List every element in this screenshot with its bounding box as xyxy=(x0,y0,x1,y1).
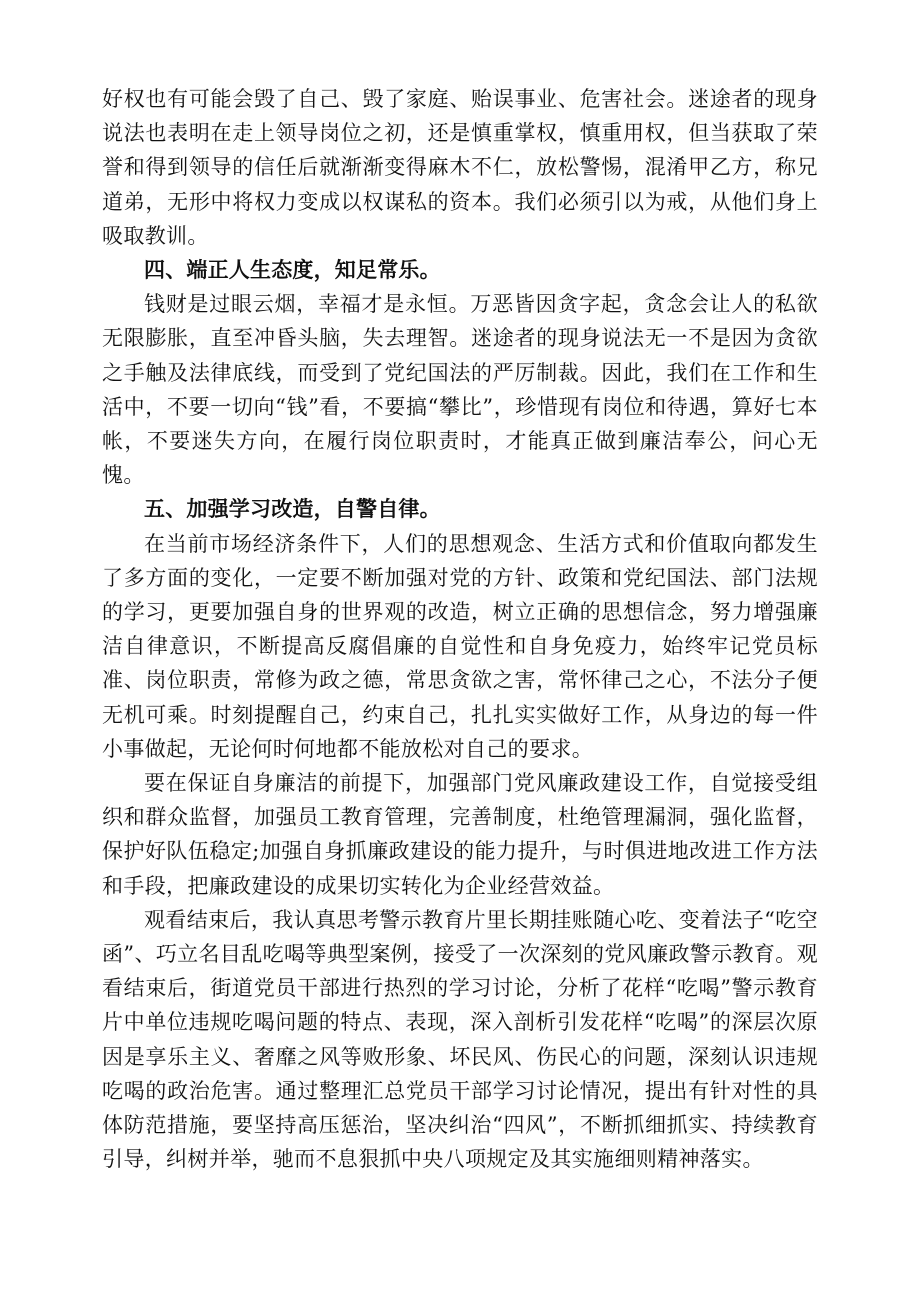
paragraph-section-5: 在当前市场经济条件下，人们的思想观念、生活方式和价值取向都发生了多方面的变化，一定要不断加强对党的方针、政策和党纪国法、部门法规的学习，更要加强自身的世界观的改造，树立正确的思想信念，努力增强廉洁自律意识，不断提高反腐倡廉的自觉性和自身免疫力，始终牢记党员标准、岗位职责，常修为政之德，常思贪欲之害，常怀律己之心，不法分子便无机可乘。时刻提醒自己，约束自己，扎扎实实做好工作，从身边的每一件小事做起，无论何时何地都不能放松对自己的要求。 xyxy=(102,531,818,761)
paragraph-section-4: 钱财是过眼云烟，幸福才是永恒。万恶皆因贪字起，贪念会让人的私欲无限膨胀，直至冲昏头脑，失去理智。迷途者的现身说法无一不是因为贪欲之手触及法律底线，而受到了党纪国法的严厉制裁。因此，我们在工作和生活中，不要一切向“钱”看，不要搞“攀比”，珍惜现有岗位和待遇，算好七本帐，不要迷失方向，在履行岗位职责时，才能真正做到廉洁奉公，问心无愧。 xyxy=(102,292,818,488)
document-body xyxy=(102,82,818,1177)
paragraph-reflection: 观看结束后，我认真思考警示教育片里长期挂账随心吃、变着法子“吃空函”、巧立名目乱吃喝等典型案例，接受了一次深刻的党风廉政警示教育。观看结束后，街道党员干部进行热烈的学习讨论，分析了花样“吃喝”警示教育片中单位违规吃喝问题的特点、表现，深入剖析引发花样“吃喝”的深层次原因是享乐主义、奢靡之风等败形象、坏民风、伤民心的问题，深刻认识违规吃喝的政治危害。通过整理汇总党员干部学习讨论情况，提出有针对性的具体防范措施，要坚持高压惩治，坚决纠治“四风”，不断抓细抓实、持续教育引导，纠树并举，驰而不息狠抓中央八项规定及其实施细则精神落实。 xyxy=(102,907,818,1172)
section-heading-5: 五、加强学习改造，自警自律。 xyxy=(144,497,441,522)
paragraph-integrity: 要在保证自身廉洁的前提下，加强部门党风廉政建设工作，自觉接受组织和群众监督，加强员工教育管理，完善制度，杜绝管理漏洞，强化监督，保护好队伍稳定;加强自身抓廉政建设的能力提升，与时俱进地改进工作方法和手段，把廉政建设的成果切实转化为企业经营效益。 xyxy=(102,771,818,898)
section-heading-4: 四、端正人生态度，知足常乐。 xyxy=(144,258,441,283)
paragraph-continued: 好权也有可能会毁了自己、毁了家庭、贻误事业、危害社会。迷途者的现身说法也表明在走上领导岗位之初，还是慎重掌权，慎重用权，但当获取了荣誉和得到领导的信任后就渐渐变得麻木不仁，放松警惕，混淆甲乙方，称兄道弟，无形中将权力变成以权谋私的资本。我们必须引以为戒，从他们身上吸取教训。 xyxy=(102,87,818,248)
